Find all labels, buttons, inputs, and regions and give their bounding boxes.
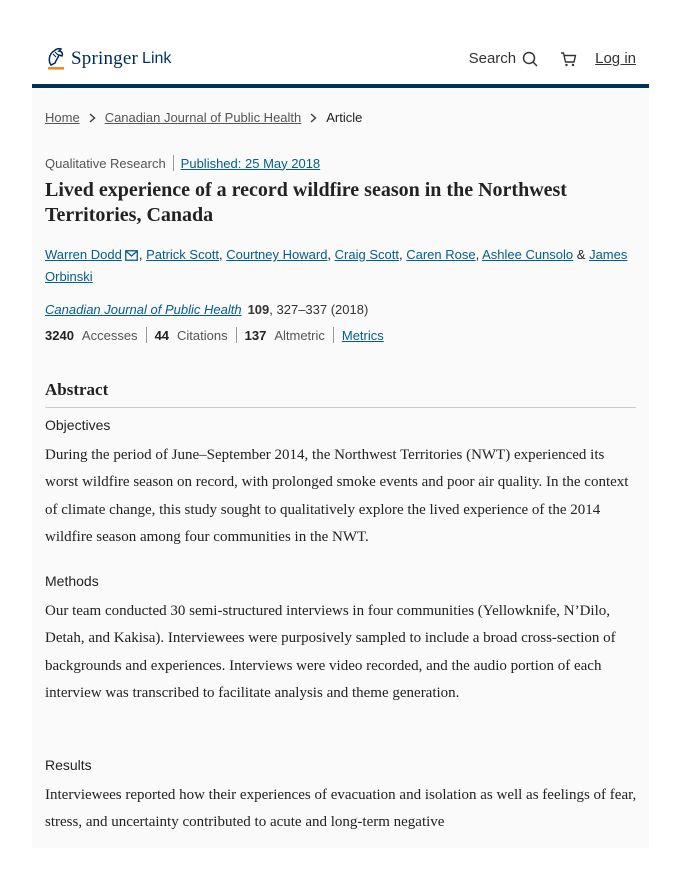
author-link[interactable]: Ashlee Cunsolo	[482, 247, 574, 262]
cart-button[interactable]	[560, 51, 577, 67]
abstract-methods	[45, 573, 640, 707]
journal-link[interactable]: Canadian Journal of Public Health	[45, 302, 242, 317]
altmetric-label: Altmetric	[274, 327, 325, 343]
accesses-label: Accesses	[81, 327, 138, 343]
breadcrumb	[45, 110, 362, 125]
author-link[interactable]: Warren Dodd	[45, 247, 122, 262]
author-link[interactable]: Patrick Scott	[146, 247, 220, 262]
header-actions	[469, 50, 636, 67]
accesses-count: 3240	[45, 327, 74, 343]
author-list: Warren Dodd , Patrick Scott, Courtney Howard, Craig Scott, Caren Rose, Ashlee Cunsolo & James Orbinski	[45, 247, 628, 284]
methods-heading: Methods	[45, 573, 99, 589]
author-link[interactable]: Craig Scott	[334, 247, 399, 262]
springer-link-logo[interactable]	[44, 46, 171, 72]
breadcrumb-home[interactable]: Home	[45, 110, 80, 125]
chevron-right-icon	[310, 113, 317, 123]
abstract-divider	[45, 407, 636, 408]
results-text: Interviewees reported how their experiences of evacuation and isolation as well as feelings of fear, stress, and uncertainty contributed to acute and long-term negative	[45, 787, 637, 831]
shopping-cart-icon	[560, 51, 577, 67]
article-meta	[45, 155, 320, 171]
login-link[interactable]: Log in	[595, 50, 636, 67]
article-page	[32, 0, 649, 848]
journal-pages: , 327–337 (2018)	[269, 302, 369, 317]
metrics-link[interactable]: Metrics	[341, 327, 384, 343]
citations-label: Citations	[177, 327, 228, 343]
journal-volume: 109	[247, 302, 270, 317]
objectives-text: During the period of June–September 2014, the Northwest Territories (NWT) experienced its worst wildfire season on record, with prolonged smoke events and poor air quality. In the context of climate change, this study sought to qualitatively explore the lived experience of the 2014 wildfire season among four communities in the NWT.	[45, 447, 629, 545]
author-link[interactable]: James Orbinski	[45, 247, 628, 284]
abstract-objectives	[45, 417, 640, 551]
search-icon	[522, 51, 538, 67]
altmetric-count: 137	[244, 327, 267, 343]
springer-horse-logo-icon	[44, 46, 68, 72]
citations-count: 44	[154, 327, 170, 343]
brand-sub: Link	[142, 50, 172, 67]
methods-text: Our team conducted 30 semi-structured interviews in four communities (Yellowknife, N’Dilo, Detah, and Kakisa). Interviewees were purposively sampled to include a broad cross-section of backgrounds and experiences. Interviews were video recorded, and the audio portion of each interview was transcribed to facilitate analysis and theme generation.	[45, 603, 616, 701]
header-divider	[32, 84, 649, 88]
article-type: Qualitative Research	[45, 155, 166, 171]
search-button[interactable]	[469, 50, 539, 67]
chevron-right-icon	[89, 113, 96, 123]
abstract-heading: Abstract	[45, 380, 109, 399]
breadcrumb-current: Article	[326, 110, 363, 125]
published-date-link[interactable]: Published: 25 May 2018	[180, 155, 321, 171]
abstract-results	[45, 757, 640, 837]
objectives-heading: Objectives	[45, 417, 111, 433]
search-label: Search	[468, 50, 517, 67]
email-icon[interactable]	[125, 250, 138, 261]
article-title: Lived experience of a record wildfire season in the Northwest Territories, Canada	[45, 179, 567, 226]
journal-citation	[45, 302, 368, 317]
brand-name: Springer	[71, 48, 139, 69]
author-link[interactable]: Caren Rose	[406, 247, 476, 262]
results-heading: Results	[45, 757, 92, 773]
site-header	[32, 36, 649, 86]
article-metrics	[45, 327, 384, 343]
breadcrumb-journal[interactable]: Canadian Journal of Public Health	[104, 110, 302, 125]
author-link[interactable]: Courtney Howard	[226, 247, 328, 262]
